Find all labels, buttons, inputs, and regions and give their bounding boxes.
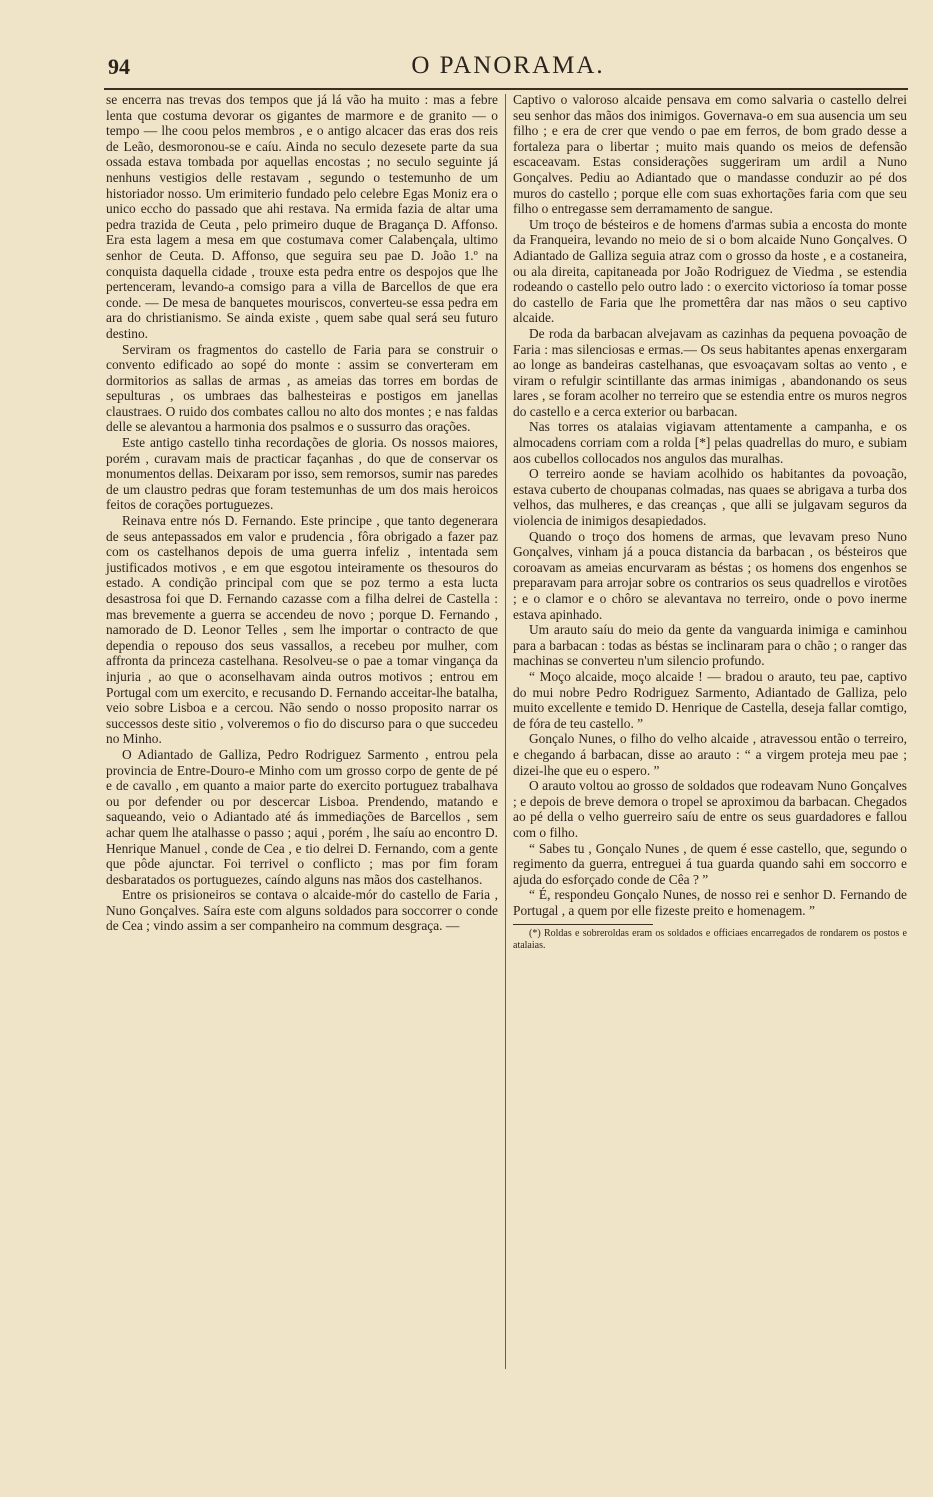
running-title: O PANORAMA. bbox=[411, 52, 605, 79]
header-rule bbox=[104, 88, 908, 90]
paragraph: Gonçalo Nunes, o filho do velho alcaide , atravessou então o terreiro, e chegando á barbacan, disse ao arauto : “ a virgem proteja meu pae ; dizei-lhe que eu o espero. ” bbox=[513, 731, 907, 778]
paragraph: “ Moço alcaide, moço alcaide ! — bradou o arauto, teu pae, captivo do mui nobre Pedro Rodriguez Sarmento, Adiantado de Galliza, pelo muito excellente e temido D. Henrique de Castella, deseja fallar comtigo, de fóra de teu castello. ” bbox=[513, 668, 907, 731]
column-divider bbox=[505, 94, 506, 1369]
paragraph: O arauto voltou ao grosso de soldados que rodeavam Nuno Gonçalves ; e depois de breve demora o tropel se aproximou da barbacan. Chegados ao pé della o velho guerreiro saíu de entre os seus guardadores e fallou com o filho. bbox=[513, 778, 907, 840]
paragraph: “ Sabes tu , Gonçalo Nunes , de quem é esse castello, que, segundo o regimento da guerra, entreguei á tua guarda quando sahi em soccorro e ajuda do esforçado conde de Cêa ? ” bbox=[513, 840, 907, 887]
paragraph: se encerra nas trevas dos tempos que já lá vão ha muito : mas a febre lenta que costuma devorar os gigantes de marmore e de granito — o tempo — lhe coou pelos membros , e o antigo alcacer das eras dos reis de Leão, desmoronou-se e caíu. Ainda no seculo dezesete parte da sua ossada estava tombada por aquellas encostas ; no seculo seguinte já nenhuns vestigios delle restavam , segundo o testemunho de um historiador nosso. Um erimiterio fundado pelo celebre Egas Moniz era o unico eccho do passado que ahi restava. Na ermida fazia de altar uma pedra trazida de Ceuta , pelo primeiro duque de Bragança D. Affonso. Era esta lagem a mesa em que costumava comer Calabençala, ultimo senhor de Ceuta. D. Affonso, que seguira seu pae D. João 1.º na conquista daquella cidade , trouxe esta pedra entre os despojos que lhe pertenceram, levando-a comsigo para a villa de Barcellos de que era conde. — De mesa de banquetes mouriscos, converteu-se essa pedra em ara do christianismo. Se ainda existe , quem sabe qual será seu futuro destino. bbox=[106, 92, 498, 341]
paragraph: Nas torres os atalaias vigiavam attentamente a campanha, e os almocadens corriam com a rolda [*] pelas quadrellas do muro, e subiam aos cubellos collocados nos angulos das muralhas. bbox=[513, 419, 907, 466]
left-column bbox=[106, 92, 498, 934]
right-column bbox=[513, 92, 907, 952]
page-number: 94 bbox=[108, 54, 130, 79]
paragraph: Reinava entre nós D. Fernando. Este principe , que tanto degenerara de seus antepassados em valor e prudencia , fôra obrigado a fazer paz com os castelhanos depois de uma guerra infeliz , intentada sem justificados motivos , e em que esgotou inteiramente os thesouros do estado. A condição principal com que se poz termo a esta lucta desastrosa foi que D. Fernando cazasse com a filha delrei de Castella : mas brevemente a guerra se accendeu de novo ; porque D. Fernando , namorado de D. Leonor Telles , sem lhe importar o contracto de que dependia o repouso dos seus vassallos, a recebeu por mulher, com affronta da princeza castelhana. Resolveu-se o pae a tomar vingança da injuria , ao que o aconselhavam ainda outros motivos ; entrou em Portugal com um exercito, e recusando D. Fernando acceitar-lhe batalha, veio sobre Lisboa e a cercou. Não sendo o nosso proposito narrar os successos deste sitio , volveremos o fio do discurso para o que succedeu no Minho. bbox=[106, 513, 498, 747]
paragraph: O Adiantado de Galliza, Pedro Rodriguez Sarmento , entrou pela provincia de Entre-Douro-e Minho com um grosso corpo de gente de pé e de cavallo , em quanto a maior parte do exercito portuguez trabalhava ou por defender ou por descercar Lisboa. Prendendo, matando e saqueando, veio o Adiantado até ás immediações de Barcellos , sem achar quem lhe atalhasse o passo ; aqui , porém , lhe saíu ao encontro D. Henrique Manuel , conde de Cea , e tio delrei D. Fernando, com a gente que pôde ajunctar. Foi terrivel o conflicto ; mas por fim foram desbaratados os portuguezes, caíndo alguns nas mãos dos castelhanos. bbox=[106, 746, 498, 887]
paragraph: O terreiro aonde se haviam acolhido os habitantes da povoação, estava cuberto de choupanas colmadas, nas quaes se abrigava a turba dos velhos, das mulheres, e das creanças , que alli se julgavam seguros da violencia de inimigos desapiedados. bbox=[513, 466, 907, 529]
footnote: (*) Roldas e sobreroldas eram os soldados e officiaes encarregados de rondarem os postos e atalaias. bbox=[513, 928, 907, 952]
paragraph: Captivo o valoroso alcaide pensava em como salvaria o castello delrei seu senhor das mãos dos inimigos. Governava-o em sua ausencia um seu filho ; e era de crer que vendo o pae em ferros, de bom grado desse a fortaleza para o libertar ; muito mais quando os meios de defensão escaceavam. Estas considerações suggeriram um ardil a Nuno Gonçalves. Pediu ao Adiantado que o mandasse conduzir ao pé dos muros do castello ; porque elle com suas exhortações faria com que seu filho o entregasse sem derramamento de sangue. bbox=[513, 92, 907, 217]
paragraph: De roda da barbacan alvejavam as cazinhas da pequena povoação de Faria : mas silenciosas e ermas.— Os seus habitantes apenas enxergaram ao longe as bandeiras castelhanas, que esvoaçavam soltas ao vento , e viram o refulgir scintillante das armas inimigas , abandonando os seus lares , se foram acolher no terreiro que se estendia entre os muros negros do castello e a cerca exterior ou barbacan. bbox=[513, 325, 907, 419]
paragraph: Quando o troço dos homens de armas, que levavam preso Nuno Gonçalves, vinham já a pouca distancia da barbacan , os bésteiros que coroavam as ameias encurvaram as béstas ; os homens dos engenhos se preparavam para arrojar sobre os contrarios os seus quadrellos e virotões ; e o clamor e o chôro se alevantava no terreiro, onde o povo inerme estava apinhado. bbox=[513, 528, 907, 622]
page-header bbox=[108, 52, 908, 86]
paragraph: Um arauto saíu do meio da gente da vanguarda inimiga e caminhou para a barbacan : todas as béstas se inclinaram para o chão ; o ranger das machinas se converteu n'um silencio profundo. bbox=[513, 622, 907, 669]
footnote-rule bbox=[513, 924, 653, 925]
paragraph: Este antigo castello tinha recordações de gloria. Os nossos maiores, porém , curavam mais de practicar façanhas , do que de conservar os monumentos dellas. Deixaram por isso, sem remorsos, sumir nas paredes de um claustro pedras que foram testemunhas de um dos mais heroicos feitos de corações portuguezes. bbox=[106, 435, 498, 513]
paragraph: “ É, respondeu Gonçalo Nunes, de nosso rei e senhor D. Fernando de Portugal , a quem por elle fizeste preito e homenagem. ” bbox=[513, 887, 907, 918]
paragraph: Um troço de bésteiros e de homens d'armas subia a encosta do monte da Franqueira, levando no meio de si o bom alcaide Nuno Gonçalves. O Adiantado de Galliza seguia atraz com o grosso da hoste , e a costaneira, ou ala direita, capitaneada por João Rodriguez de Viedma , se estendia rodeando o castello pelo outro lado : o exercito victorioso ía tomar posse do castello de Faria que lhe promettêra dar nas mãos o seu captivo alcaide. bbox=[513, 216, 907, 326]
paragraph: Entre os prisioneiros se contava o alcaide-mór do castello de Faria , Nuno Gonçalves. Saíra este com alguns soldados para soccorrer o conde de Cea ; vindo assim a ser companheiro na commum desgraça. — bbox=[106, 887, 498, 934]
paragraph: Serviram os fragmentos do castello de Faria para se construir o convento edificado ao sopé do monte : assim se converteram em dormitorios as sallas de armas , as ameias das torres em bordas de sepulturas , os umbraes das balhesteiras e postigos em janellas claustraes. O ruido dos combates callou no alto dos montes ; e nas faldas delle se alevantou a harmonia dos psalmos e o sussurro das orações. bbox=[106, 341, 498, 435]
